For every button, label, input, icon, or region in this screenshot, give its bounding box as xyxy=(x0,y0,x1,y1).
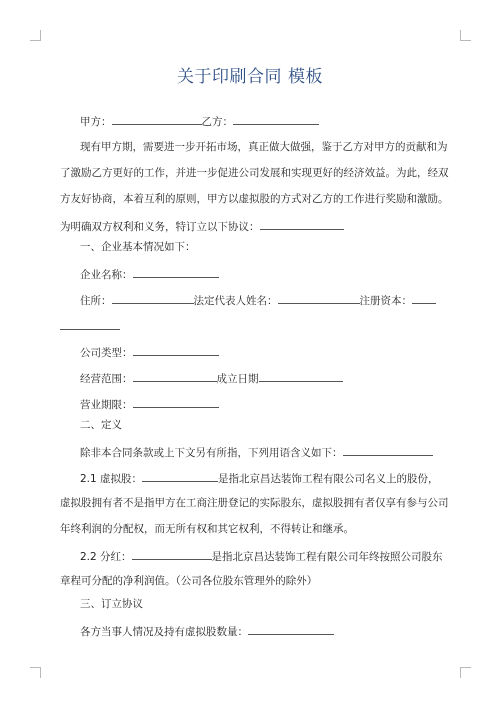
intro-line-3: 方友好协商，本着互利的原则，甲方以虚拟股的方式对乙方的工作进行奖励和激励。 xyxy=(60,193,449,205)
intro-line-4-text: 为明确双方权利和义务，特订立以下协议： xyxy=(60,221,260,233)
section-3-heading: 三、订立协议 xyxy=(80,598,143,610)
dividend-line-2: 章程可分配的净利润值。（公司各位股东管理外的除外） xyxy=(60,575,318,587)
virtual-share-blank xyxy=(142,470,218,482)
company-name-line xyxy=(80,266,219,282)
business-scope-blank xyxy=(133,370,217,382)
shares-label: 各方当事人情况及持有虚拟股数量： xyxy=(80,626,248,638)
section-1-heading: 一、企业基本情况如下： xyxy=(80,241,196,253)
dividend-line-1 xyxy=(80,548,443,564)
dividend-line-1-tail: 是指北京昌达装饰工程有限公司年终按照公司股东 xyxy=(211,551,443,563)
capital-blank-continued-line xyxy=(60,318,120,334)
business-term-label: 营业期限： xyxy=(80,399,133,411)
crop-mark-bottom-left xyxy=(30,667,41,678)
business-term-line xyxy=(80,396,219,412)
crop-mark-bottom-right xyxy=(460,667,471,678)
document-title: 关于印刷合同 模板 xyxy=(177,67,323,87)
party-b-label: 乙方： xyxy=(201,116,233,128)
virtual-share-line-1-tail: 是指北京昌达装饰工程有限公司名义上的股份， xyxy=(218,473,439,485)
section-2-heading: 二、定义 xyxy=(80,419,122,431)
virtual-share-line-2: 虚拟股拥有者不是指甲方在工商注册登记的实际股东，虚拟股拥有者仅享有参与公司 xyxy=(60,497,449,509)
business-scope-label: 经营范围： xyxy=(80,373,133,385)
legal-rep-label: 法定代表人姓名： xyxy=(193,295,278,307)
intro-line-4 xyxy=(60,218,344,234)
capital-blank xyxy=(412,292,436,304)
shares-line xyxy=(80,623,334,639)
agreement-blank xyxy=(260,218,344,230)
address-line xyxy=(80,292,436,308)
company-name-blank xyxy=(133,266,219,278)
established-blank xyxy=(259,370,343,382)
parties-line xyxy=(80,113,319,129)
address-blank xyxy=(112,292,194,304)
crop-mark-top-right xyxy=(460,30,471,41)
virtual-share-line-3: 年终利润的分配权，而无所有权和其它权利，不得转让和继承。 xyxy=(60,523,354,535)
company-type-line xyxy=(80,344,219,360)
dividend-label: 2.2 分红： xyxy=(80,551,132,563)
dividend-blank xyxy=(132,548,212,560)
virtual-share-label: 2.1 虚拟股： xyxy=(80,473,143,485)
established-label: 成立日期 xyxy=(216,373,259,385)
address-label: 住所： xyxy=(80,295,112,307)
legal-rep-blank xyxy=(278,292,360,304)
business-scope-line xyxy=(80,370,343,386)
party-a-blank xyxy=(112,113,202,125)
intro-line-1: 现有甲方期，需要进一步开拓市场，真正做大做强，鉴于乙方对甲方的贡献和为 xyxy=(80,141,448,153)
shares-blank xyxy=(248,623,334,635)
definitions-blank xyxy=(343,444,433,456)
crop-mark-top-left xyxy=(30,30,41,41)
company-name-label: 企业名称： xyxy=(80,269,133,281)
party-a-label: 甲方： xyxy=(80,116,112,128)
intro-line-2: 了激励乙方更好的工作，并进一步促进公司发展和实现更好的经济效益。为此，经双 xyxy=(60,167,449,179)
capital-label: 注册资本： xyxy=(359,295,412,307)
company-type-blank xyxy=(133,344,219,356)
party-b-blank xyxy=(233,113,319,125)
business-term-blank xyxy=(133,396,219,408)
capital-blank-continued xyxy=(60,318,120,330)
definitions-intro-text: 除非本合同条款或上下文另有所指，下列用语含义如下： xyxy=(80,447,343,459)
definitions-intro-line xyxy=(80,444,433,460)
company-type-label: 公司类型： xyxy=(80,347,133,359)
virtual-share-line-1 xyxy=(80,470,439,486)
